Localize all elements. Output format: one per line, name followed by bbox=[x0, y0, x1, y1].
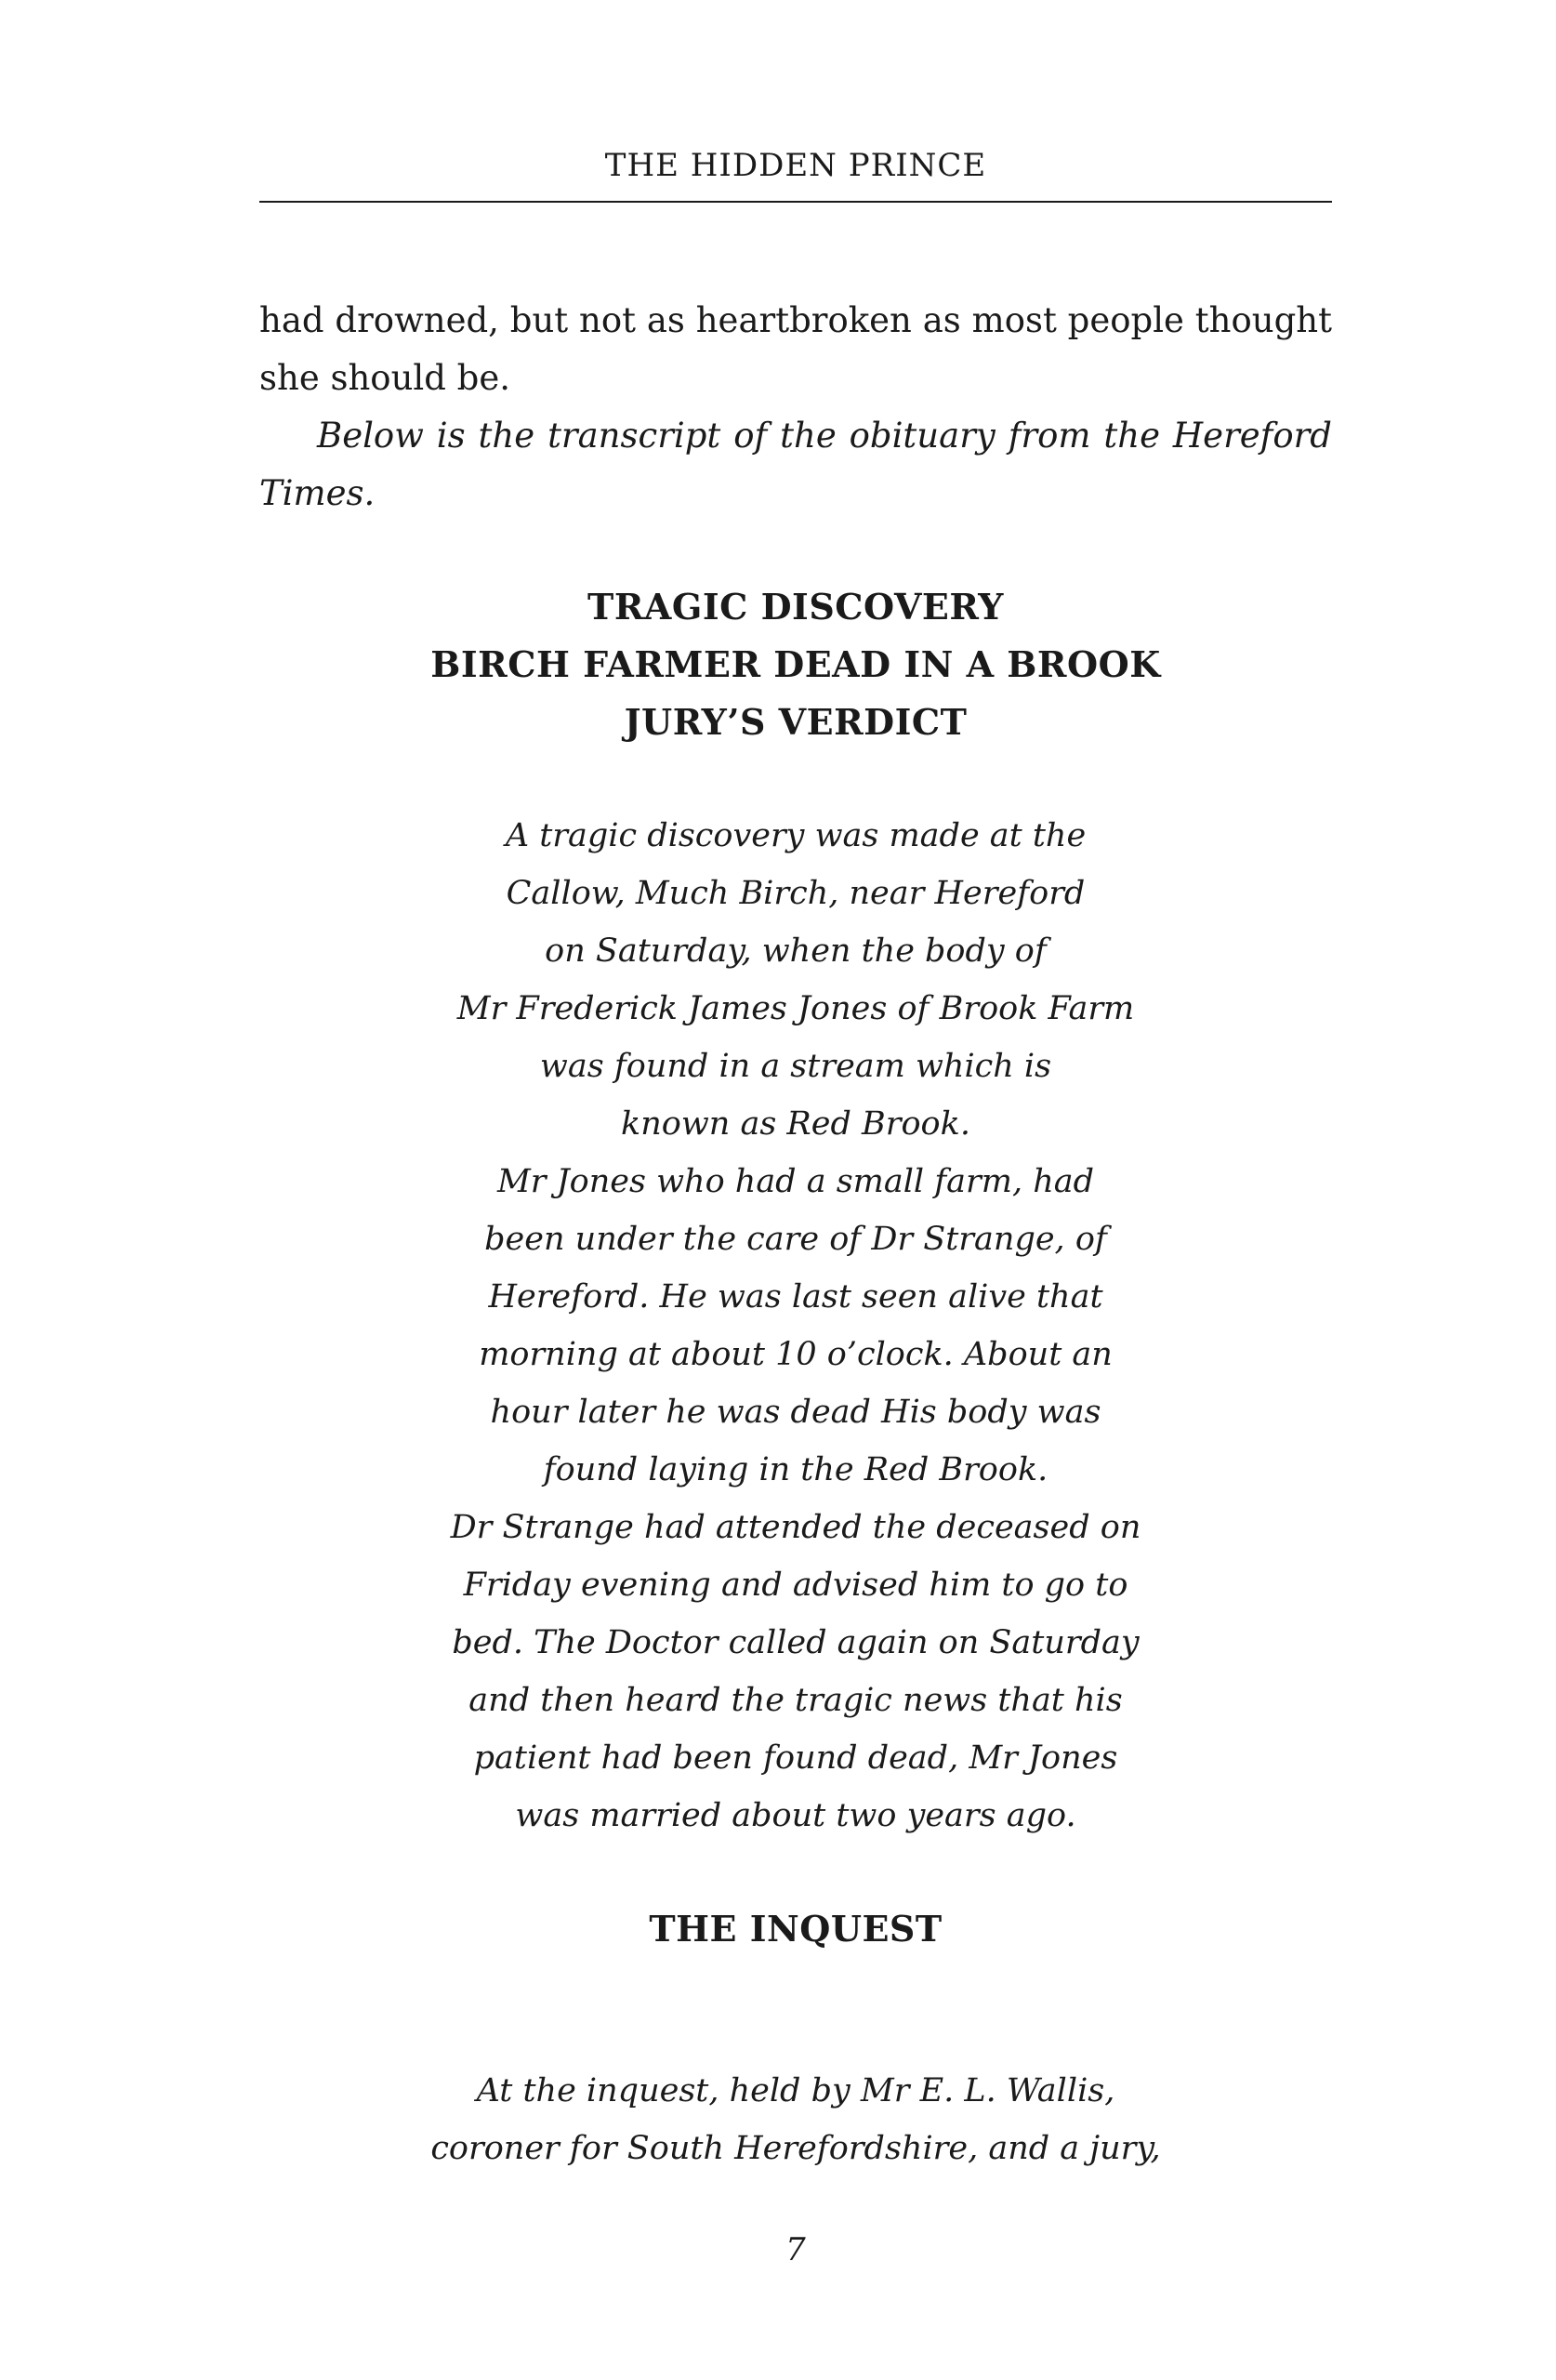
obituary-line: Mr Frederick James Jones of Brook Farm bbox=[456, 990, 1135, 1027]
running-header: THE HIDDEN PRINCE bbox=[604, 147, 987, 184]
intro-paragraph-1 bbox=[259, 292, 1332, 407]
obituary-headline bbox=[259, 578, 1332, 751]
intro-paragraph-1-line: she should be. bbox=[259, 358, 511, 398]
obituary-line: was found in a stream which is bbox=[539, 1048, 1052, 1085]
obituary-line: morning at about 10 o’clock. About an bbox=[479, 1336, 1113, 1373]
obituary-line: Friday evening and advised him to go to bbox=[463, 1567, 1128, 1604]
inquest-heading: THE INQUEST bbox=[649, 1908, 943, 1950]
obituary-line: patient had been found dead, Mr Jones bbox=[473, 1739, 1118, 1777]
intro-paragraph-2 bbox=[259, 407, 1332, 522]
obituary-line: bed. The Doctor called again on Saturday bbox=[452, 1624, 1140, 1661]
intro-paragraph-1-line: had drowned, but not as heartbroken as most people thought bbox=[259, 300, 1332, 340]
obituary-line: Callow, Much Birch, near Hereford bbox=[506, 875, 1086, 912]
header-rule bbox=[259, 201, 1332, 203]
intro-paragraph-2-line: Below is the transcript of the obituary from the Hereford bbox=[317, 416, 1332, 456]
obituary-line: Dr Strange had attended the deceased on bbox=[450, 1509, 1141, 1546]
obituary-line: on Saturday, when the body of bbox=[545, 932, 1047, 970]
obituary-line: Mr Jones who had a small farm, had bbox=[496, 1163, 1095, 1200]
inquest-line: At the inquest, held by Mr E. L. Wallis, bbox=[476, 2072, 1115, 2109]
headline-line: TRAGIC DISCOVERY bbox=[587, 586, 1004, 628]
obituary-line: been under the care of Dr Strange, of bbox=[484, 1221, 1107, 1258]
page-number: 7 bbox=[785, 2231, 806, 2268]
headline-line: JURY’S VERDICT bbox=[624, 701, 968, 743]
obituary-line: found laying in the Red Brook. bbox=[543, 1451, 1048, 1488]
inquest-text bbox=[259, 2062, 1332, 2177]
obituary-text bbox=[259, 807, 1332, 1844]
obituary-line: was married about two years ago. bbox=[515, 1797, 1076, 1834]
obituary-line: known as Red Brook. bbox=[621, 1105, 970, 1143]
obituary-line: Hereford. He was last seen alive that bbox=[488, 1278, 1103, 1316]
obituary-line: A tragic discovery was made at the bbox=[505, 817, 1087, 854]
headline-line: BIRCH FARMER DEAD IN A BROOK bbox=[430, 643, 1161, 685]
inquest-line: coroner for South Herefordshire, and a jury, bbox=[430, 2130, 1161, 2167]
obituary-line: and then heard the tragic news that his bbox=[468, 1682, 1123, 1719]
obituary-line: hour later he was dead His body was bbox=[490, 1394, 1101, 1431]
intro-paragraph-2-line: Times. bbox=[259, 473, 376, 513]
